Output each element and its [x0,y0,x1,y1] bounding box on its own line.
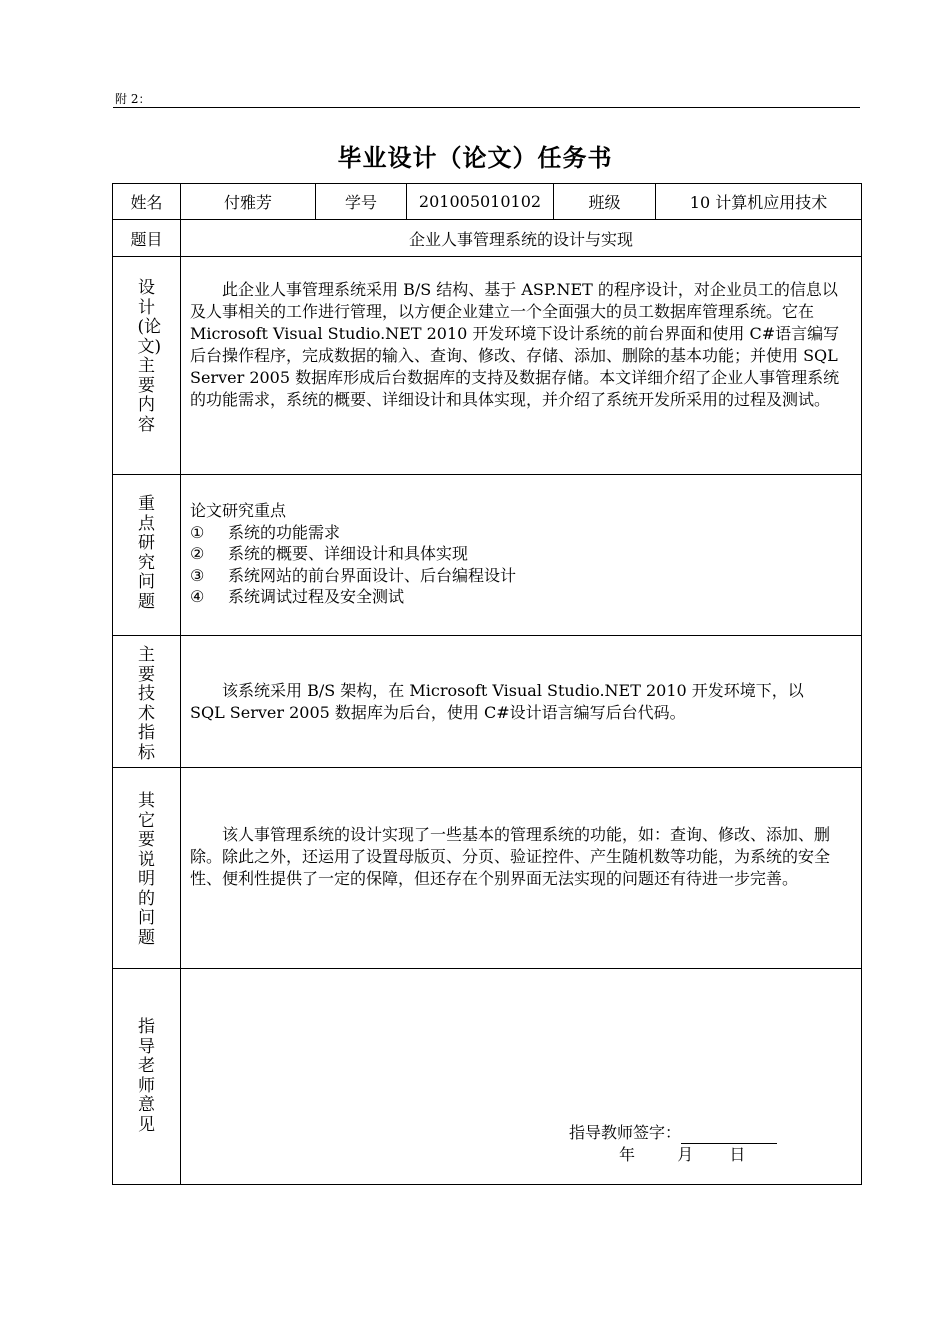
header-rule [113,107,860,108]
date-year-label: 年 [619,1145,636,1164]
date-day-label: 日 [729,1145,746,1164]
other-notes-label: 其它要说明的问题 [138,791,155,948]
topic-row [113,220,862,257]
topic-value: 企业人事管理系统的设计与实现 [181,220,862,257]
topic-label: 题目 [113,220,181,257]
other-notes-cell [181,768,862,969]
main-content-text: 此企业人事管理系统采用 B/S 结构、基于 ASP.NET 的程序设计，对企业员工的信息以及人事相关的工作进行管理，以方便企业建立一个全面强大的员工数据库管理系统。它在 Microsoft Visual Studio.NET 2010 开发环境下设计系统的前台界面和使用 C#语言编写后台操作程序，完成数据的输入、查询、修改、存储、添加、删除的基本功能；并使用 SQL Server 2005 数据库形成后台数据库的支持及数据存储。本文详细介绍了企业人事管理系统的功能需求，系统的概要、详细设计和具体实现，并介绍了系统开发所采用的过程及测试。 [190,280,840,409]
advisor-signature-line [569,1122,861,1144]
document-title: 毕业设计（论文）任务书 [337,144,613,172]
key-issues-list [190,522,853,608]
other-notes-text: 该人事管理系统的设计实现了一些基本的管理系统的功能，如：查询、修改、添加、删除。除此之外，还运用了设置母版页、分页、验证控件、产生随机数等功能，为系统的安全性、便利性提供了一定的保障，但还存在个别界面无法实现的问题还有待进一步完善。 [190,825,831,888]
other-notes-row [113,768,862,969]
name-value: 付雅芳 [181,184,316,220]
key-issues-cell [181,475,862,636]
advisor-date-line [619,1144,861,1166]
list-text: 系统调试过程及安全测试 [228,587,405,606]
task-form-table [112,183,862,1185]
list-number: ② [190,544,205,563]
signature-label: 指导教师签字： [569,1123,682,1142]
student-info-row [113,184,862,220]
list-text: 系统网站的前台界面设计、后台编程设计 [228,565,517,585]
list-item [190,565,853,587]
advisor-row [113,969,862,1185]
key-issues-row [113,475,862,636]
date-month-label: 月 [677,1145,694,1164]
list-number: ④ [190,587,205,606]
tech-indicators-text: 该系统采用 B/S 架构，在 Microsoft Visual Studio.NET 2010 开发环境下，以 SQL Server 2005 数据库为后台，使用 C#设计语言编写后台代码。 [190,681,804,722]
list-number: ③ [190,565,205,585]
main-content-label-cell [113,257,181,475]
list-text: 系统的概要、详细设计和具体实现 [228,544,469,563]
signature-field[interactable] [681,1125,777,1144]
main-content-label: 设计(论文)主要内容 [137,278,162,435]
main-content-cell [181,257,862,475]
list-item [190,586,853,608]
key-issues-label-cell [113,475,181,636]
list-number: ① [190,522,205,542]
advisor-cell [181,969,862,1185]
tech-indicators-row [113,636,862,768]
advisor-label: 指导老师意见 [138,1017,155,1135]
main-content-row [113,257,862,475]
student-id-label: 学号 [316,184,407,220]
tech-indicators-cell [181,636,862,768]
name-label: 姓名 [113,184,181,220]
list-item [190,522,853,544]
key-issues-heading: 论文研究重点 [190,501,287,520]
class-label: 班级 [554,184,656,220]
tech-indicators-label: 主要技术指标 [138,645,155,763]
class-value: 10 计算机应用技术 [656,184,862,220]
list-text: 系统的功能需求 [228,522,341,542]
tech-indicators-label-cell [113,636,181,768]
student-id-value: 201005010102 [407,184,554,220]
advisor-label-cell [113,969,181,1185]
attachment-note: 附 2： [115,92,151,106]
list-item [190,543,853,565]
key-issues-label: 重点研究问题 [138,494,155,612]
other-notes-label-cell [113,768,181,969]
